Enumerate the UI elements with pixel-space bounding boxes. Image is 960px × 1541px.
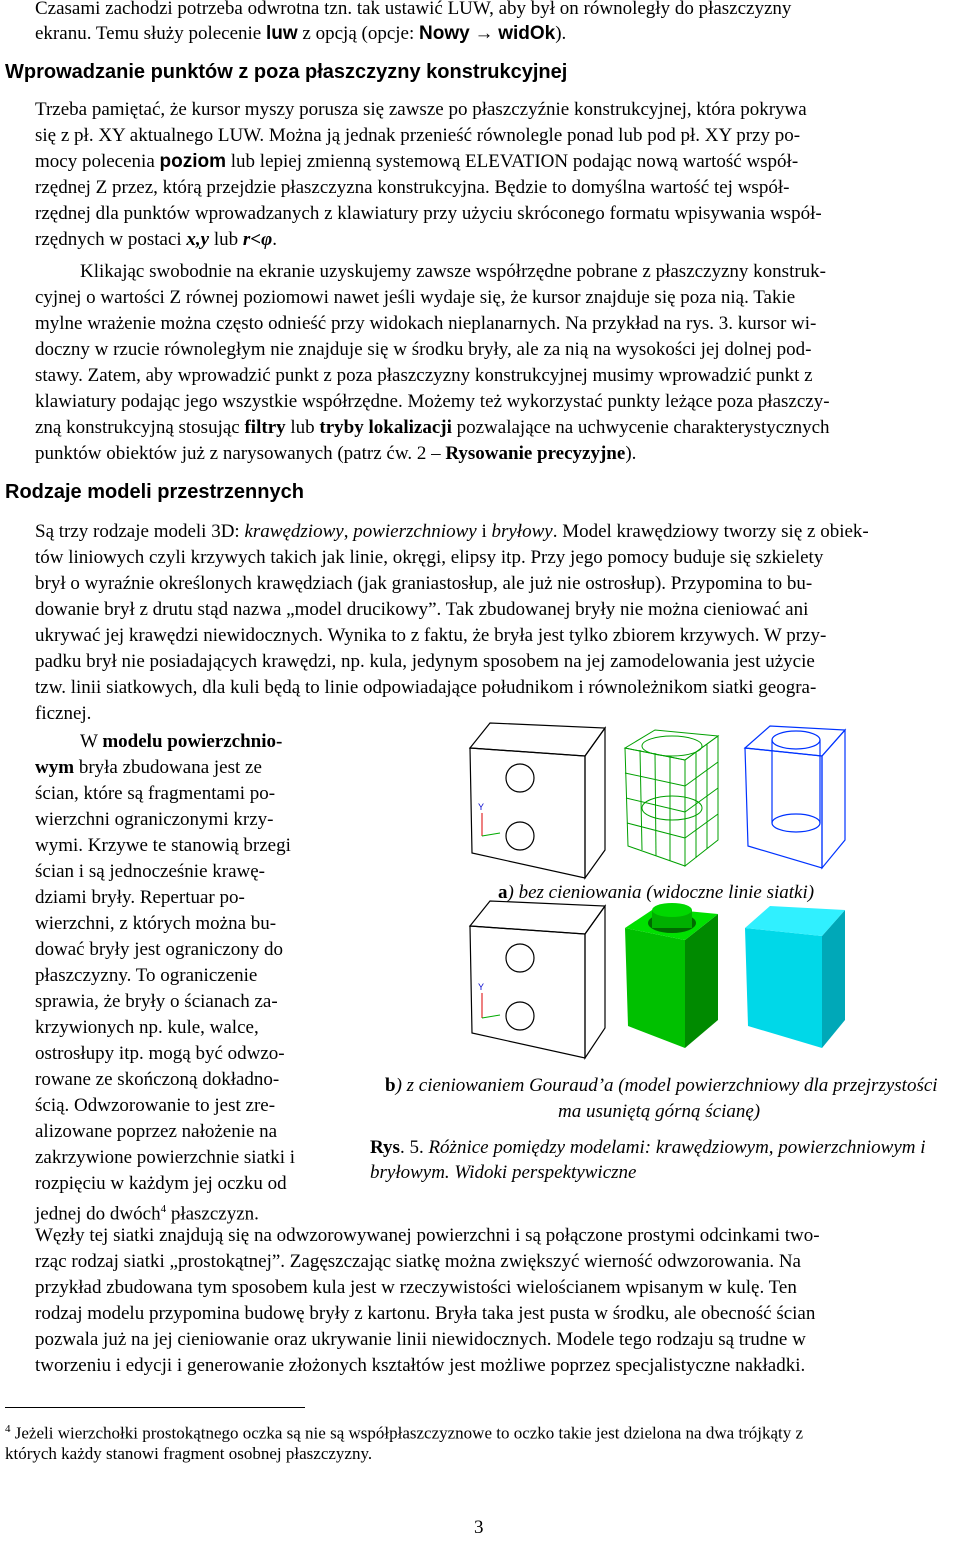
term-rysowanie-precyzyjne: Rysowanie precyzyjne bbox=[445, 443, 626, 464]
column-line: ostrosłupy itp. mogą być odwzo- bbox=[35, 1043, 285, 1064]
intro-text: ekranu. Temu służy polecenie bbox=[35, 23, 266, 44]
command-poziom: poziom bbox=[159, 151, 227, 172]
intro-line-2 bbox=[35, 21, 957, 47]
paragraph-line: mylne wrażenie można często odnieść przy widokach nieplanarnych. Na przykład na rys. 3. kursor wi- bbox=[35, 313, 817, 334]
caption-b-text: ) z cieniowaniem Gouraud’a (model powierzchniowy dla przejrzystości bbox=[395, 1075, 938, 1096]
paragraph-line: klawiatury podając jego wszystkie współrzędne. Możemy też wykorzystać punkty leżące poza płaszczy- bbox=[35, 391, 830, 412]
text: rzędnych w postaci bbox=[35, 229, 187, 250]
text: lub lepiej zmienną systemową ELEVATION podając nową wartość współ- bbox=[226, 151, 799, 172]
text: Są trzy rodzaje modeli 3D: bbox=[35, 521, 245, 542]
paragraph-line: Węzły tej siatki znajdują się na odwzorowywanej powierzchni i są połączone prostymi odcinkami two- bbox=[35, 1225, 820, 1246]
section-heading-rodzaje-modeli: Rodzaje modeli przestrzennych bbox=[5, 481, 304, 503]
column-line: ścian i są jednocześnie krawę- bbox=[35, 861, 266, 882]
paragraph-line: ukrywać jej krawędzi niewidocznych. Wynika to z faktu, że bryła jest tylko zbiorem krzywych. W przy- bbox=[35, 625, 827, 646]
paragraph-line: rzędnej Z przez, którą przejdzie płaszczyzna konstrukcyjna. Będzie to domyślna wartość tej współ- bbox=[35, 177, 790, 198]
figure-caption bbox=[370, 1135, 950, 1160]
green-mesh-model bbox=[625, 730, 718, 866]
text: lub bbox=[285, 417, 320, 438]
text: płaszczyzn. bbox=[166, 1203, 259, 1225]
paragraph-line: Klikając swobodnie na ekranie uzyskujemy zawsze współrzędne pobrane z płaszczyzny konstruk- bbox=[80, 261, 827, 282]
caption-b-label: b bbox=[385, 1075, 396, 1096]
paragraph-line: rząc rodzaj siatki „prostokątnej”. Zagęszczając siatkę można zwiększyć wierność odwzorowania. Na bbox=[35, 1251, 801, 1272]
footnote-line-2: których każdy stanowi fragment osobnej płaszczyzny. bbox=[5, 1444, 373, 1463]
figure-title: Różnice pomiędzy modelami: krawędziowym, powierzchniowym i bbox=[423, 1137, 926, 1158]
text: . Model krawędziowy tworzy się z obiek- bbox=[552, 521, 869, 542]
paragraph-line: padku brył nie posiadających krawędzi, np. kula, jedynym sposobem na jej zamodelowania jest użycie bbox=[35, 651, 815, 672]
paragraph-line: stawy. Zatem, aby wprowadzić punkt z poza płaszczyzny konstrukcyjnej musimy wprowadzić punkt z bbox=[35, 365, 813, 386]
shaded-green-model bbox=[625, 903, 718, 1048]
paragraph-line bbox=[35, 149, 957, 175]
paragraph-line: pozwala już na jej cieniowanie oraz ukrywanie linii niewidocznych. Modele tego rodzaju są trudne w bbox=[35, 1329, 806, 1350]
paragraph-line: Trzeba pamiętać, że kursor myszy porusza się zawsze po płaszczyźnie konstrukcyjnej, która pokrywa bbox=[35, 99, 807, 120]
figure-label: Rys bbox=[370, 1137, 400, 1158]
term-modelu-powierzchniowym: wym bbox=[35, 757, 75, 778]
text: bryła zbudowana jest ze bbox=[74, 757, 262, 778]
text: punktów obiektów już z narysowanych (patrz ćw. 2 – bbox=[35, 443, 446, 464]
footnote-text: Jeżeli wierzchołki prostokątnego oczka są nie są współpłaszczyznowe to oczko takie jest dzielona na dwa trójkąty z bbox=[10, 1423, 804, 1443]
text: jednej do dwóch bbox=[35, 1203, 161, 1225]
column-line: alizowane poprzez nałożenie na bbox=[35, 1121, 278, 1142]
column-line: rozpięciu w każdym jej oczku od bbox=[35, 1173, 287, 1194]
paragraph-line: brył o wyraźnie określonych krawędziach (jak graniastosłup, ale już nie ostrosłup). Przypomina to bu- bbox=[35, 573, 813, 594]
column-line: W modelu powierzchnio- bbox=[80, 731, 283, 752]
arrow-icon: → bbox=[474, 23, 494, 44]
footnote-ref: 4 bbox=[160, 1203, 167, 1215]
text: ). bbox=[625, 443, 637, 464]
figure-caption-line2: bryłowym. Widoki perspektywiczne bbox=[370, 1162, 637, 1183]
paragraph-line: dowanie brył z drutu stąd nazwa „model drucikowy”. Tak zbudowanej bryły nie można cieniować ani bbox=[35, 599, 809, 620]
paragraph-line bbox=[35, 227, 957, 253]
column-line: dziami bryły. Repertuar po- bbox=[35, 887, 245, 908]
paragraph-line bbox=[35, 415, 957, 441]
format-xy: x,y bbox=[186, 229, 210, 250]
text: pozwalające na uchwycenie charakterystycznych bbox=[451, 417, 830, 438]
text: mocy polecenia bbox=[35, 151, 160, 172]
column-line: zakrzywione powierzchnie siatki i bbox=[35, 1147, 296, 1168]
wireframe-model-a bbox=[470, 723, 605, 878]
page-number: 3 bbox=[474, 1517, 484, 1538]
axis-label-y-b: Y bbox=[478, 982, 485, 992]
column-line: wymi. Krzywe te stanowią brzegi bbox=[35, 835, 291, 856]
paragraph-line: tzw. linii siatkowych, dla kuli będą to linie odpowiadające południkom i równoleżnikom siatki geogra- bbox=[35, 677, 817, 698]
caption-a-text: ) bez cieniowania (widoczne linie siatki) bbox=[507, 882, 815, 903]
paragraph-line: się z pł. XY aktualnego LUW. Można ją jednak przenieść równolegle ponad lub pod pł. XY przy po- bbox=[35, 125, 801, 146]
command-luw: luw bbox=[266, 23, 298, 44]
column-line bbox=[35, 755, 336, 781]
term-filtry: filtry bbox=[244, 417, 286, 438]
column-line: krzywionych np. kule, walce, bbox=[35, 1017, 259, 1038]
paragraph-line: rodzaj modelu przypomina budowę bryły z kartonu. Bryła taka jest pusta w środku, ale obecność ścian bbox=[35, 1303, 816, 1324]
text: i bbox=[476, 521, 492, 542]
axis-label-y: Y bbox=[478, 802, 485, 812]
caption-b-line2: ma usuniętą górną ścianę) bbox=[558, 1101, 761, 1122]
caption-a bbox=[498, 880, 814, 905]
column-line: dować bryły jest ograniczony do bbox=[35, 939, 283, 960]
paragraph-line bbox=[35, 441, 957, 467]
paragraph-line bbox=[35, 519, 957, 545]
blue-wire-model bbox=[745, 726, 845, 868]
intro-text: z opcją (opcje: bbox=[297, 23, 420, 44]
ucs-icon bbox=[482, 813, 500, 836]
figure-number: . 5. bbox=[399, 1137, 424, 1158]
section-heading-wprowadzanie: Wprowadzanie punktów z poza płaszczyzny konstrukcyjnej bbox=[5, 61, 568, 83]
paragraph-line: ficznej. bbox=[35, 703, 92, 724]
option-nowy: Nowy bbox=[419, 23, 470, 44]
text: . bbox=[272, 229, 277, 250]
column-line: płaszczyzny. To ograniczenie bbox=[35, 965, 258, 986]
paragraph-line: przykład zbudowana tym sposobem kula jest w rzeczywistości wielościanem wpisanym w kulę. Ten bbox=[35, 1277, 797, 1298]
paragraph-line: rzędnej dla punktów wprowadzanych z klawiatury przy użyciu skróconego formatu wpisywania współ- bbox=[35, 203, 822, 224]
paragraph-line: cyjnej o wartości Z równej poziomowi nawet jeśli wydaje się, że kursor znajduje się poza nią. Takie bbox=[35, 287, 796, 308]
text: lub bbox=[209, 229, 243, 250]
footnote-rule bbox=[5, 1407, 305, 1408]
figure-models bbox=[460, 718, 960, 1118]
caption-b bbox=[385, 1073, 945, 1098]
option-widok: widOk bbox=[498, 23, 556, 44]
caption-a-label: a bbox=[498, 882, 508, 903]
paragraph-line: tworzeniu i edycji i generowanie złożonych kształtów jest możliwe poprzez specjalistyczne nakładki. bbox=[35, 1355, 806, 1376]
column-line: wierzchni ograniczonymi krzy- bbox=[35, 809, 274, 830]
intro-line-1: Czasami zachodzi potrzeba odwrotna tzn. tak ustawić LUW, aby był on równoległy do płaszczyzny bbox=[35, 0, 792, 19]
term-powierzchniowy: powierzchniowy bbox=[353, 521, 477, 542]
footnote-marker: 4 bbox=[5, 1423, 11, 1435]
paragraph-line: doczny w rzucie równoległym nie znajduje się w środku bryły, ale za nią na wysokości jej dolnej pod- bbox=[35, 339, 812, 360]
text: zną konstrukcyjną stosując bbox=[35, 417, 245, 438]
format-r-phi: r<φ bbox=[242, 229, 273, 250]
term-krawedziowy: krawędziowy bbox=[244, 521, 344, 542]
paragraph-line: tów liniowych czyli krzywych takich jak linie, okręgi, elipsy itp. Przy jego pomocy buduje się szkielety bbox=[35, 547, 824, 568]
text: , bbox=[343, 521, 354, 542]
column-line: ścią. Odwzorowanie to jest zre- bbox=[35, 1095, 276, 1116]
footnote-line-1 bbox=[5, 1418, 957, 1445]
column-line: ścian, które są fragmentami po- bbox=[35, 783, 276, 804]
intro-text: ). bbox=[555, 23, 567, 44]
column-line: sprawia, że bryły o ścianach za- bbox=[35, 991, 278, 1012]
wireframe-model-b bbox=[470, 901, 605, 1058]
term-tryby-lokalizacji: tryby lokalizacji bbox=[319, 417, 452, 438]
column-line: wierzchni, z których można bu- bbox=[35, 913, 277, 934]
column-line: rowane ze skończoną dokładno- bbox=[35, 1069, 280, 1090]
term-brylowy: bryłowy bbox=[491, 521, 553, 542]
shaded-cyan-model bbox=[745, 906, 845, 1048]
